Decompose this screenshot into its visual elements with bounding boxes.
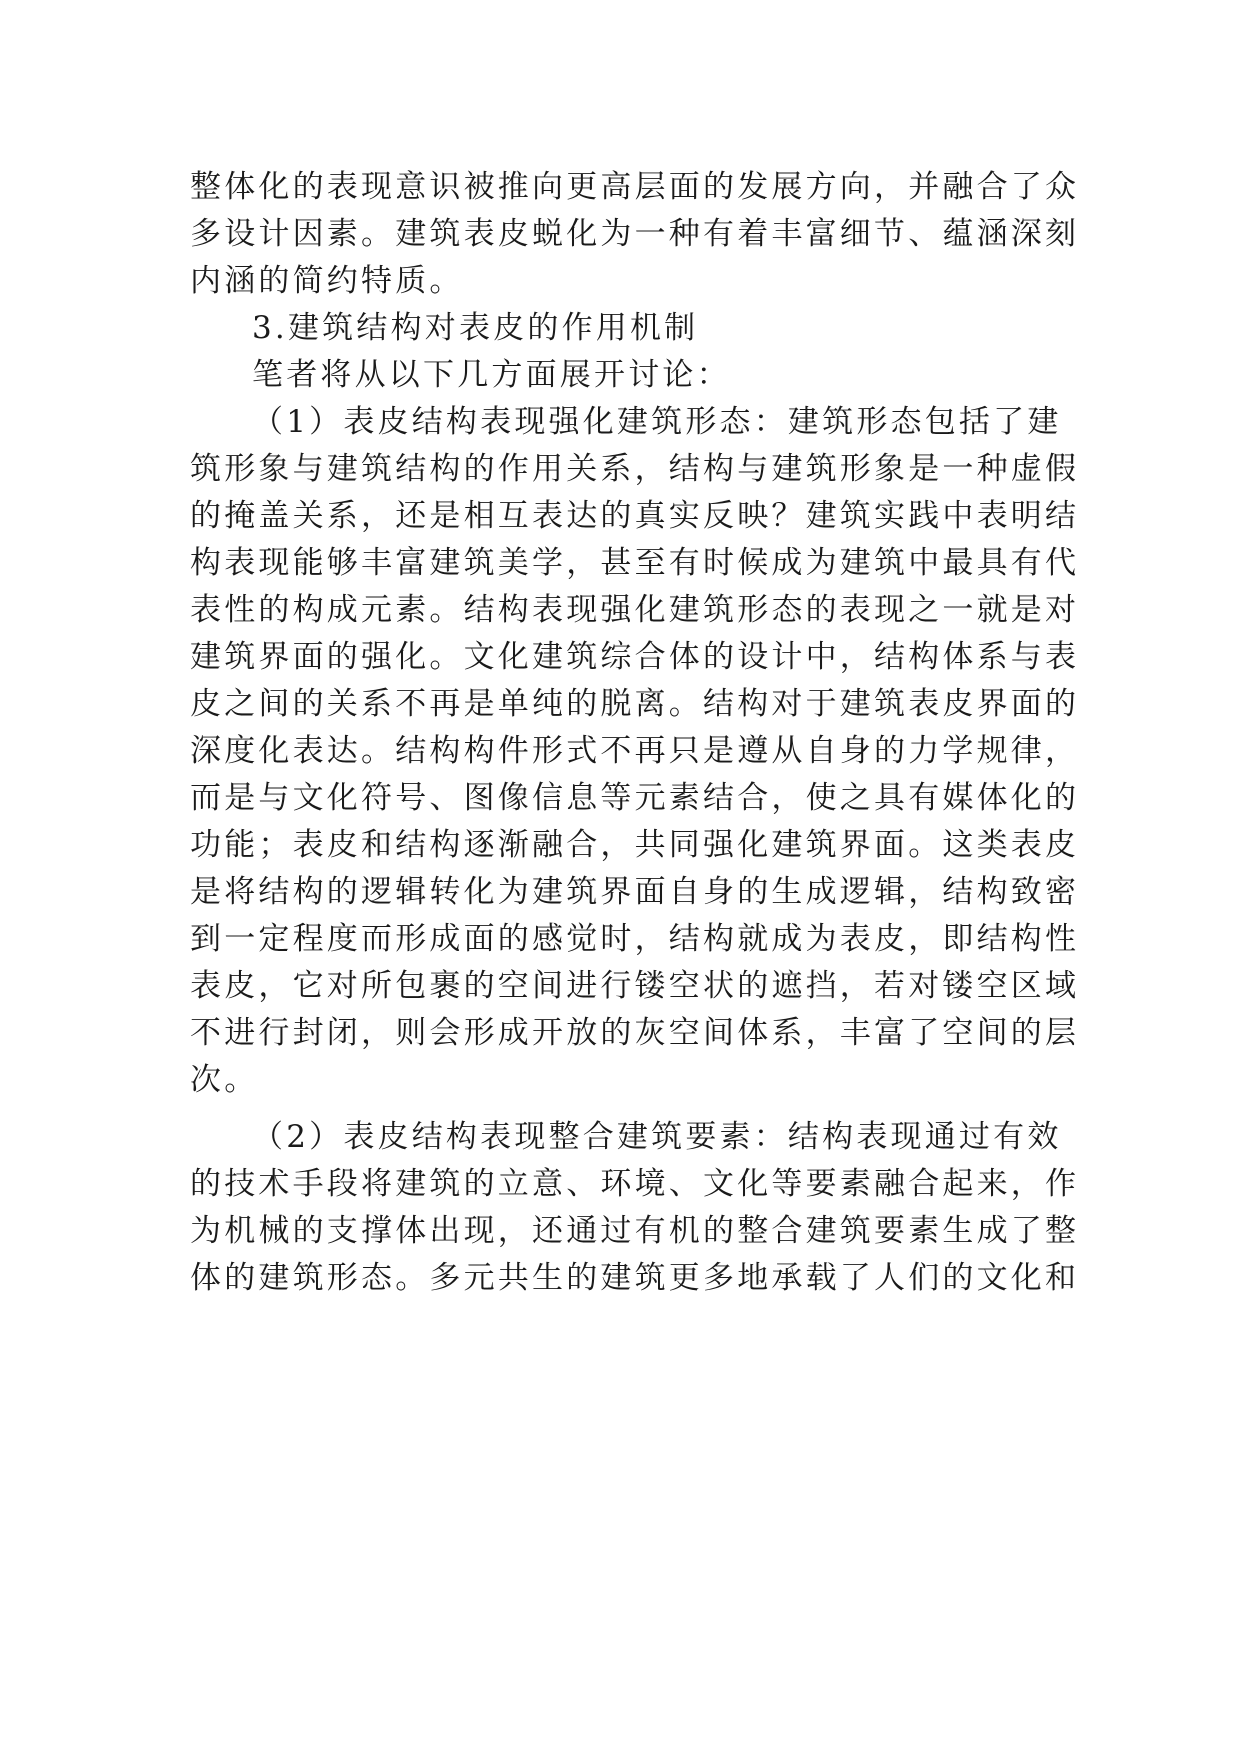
section-heading-text: 3.建筑结构对表皮的作用机制	[252, 310, 699, 346]
text-line: 次。	[190, 1062, 259, 1098]
section-heading	[190, 305, 1052, 352]
text-line: 而是与文化符号、图像信息等元素结合，使之具有媒体化的	[190, 780, 1080, 816]
text-line: 皮之间的关系不再是单纯的脱离。结构对于建筑表皮界面的	[190, 686, 1080, 722]
text-line: 到一定程度而形成面的感觉时，结构就成为表皮，即结构性	[190, 921, 1080, 957]
paragraph-point-1	[190, 399, 1080, 1104]
text-line: 为机械的支撑体出现，还通过有机的整合建筑要素生成了整	[190, 1213, 1080, 1249]
text-line: （1）表皮结构表现强化建筑形态：建筑形态包括了建	[252, 404, 1062, 440]
paragraph-discussion-intro	[190, 352, 1052, 399]
text-line: 体的建筑形态。多元共生的建筑更多地承载了人们的文化和	[190, 1260, 1080, 1296]
text-line: 是将结构的逻辑转化为建筑界面自身的生成逻辑，结构致密	[190, 874, 1080, 910]
paragraph-spacer	[190, 1104, 1052, 1114]
text-line: 不进行封闭，则会形成开放的灰空间体系，丰富了空间的层	[190, 1015, 1080, 1051]
text-line: 构表现能够丰富建筑美学，甚至有时候成为建筑中最具有代	[190, 545, 1080, 581]
document-body	[190, 164, 1080, 1302]
paragraph-intro-continuation	[190, 164, 1080, 305]
text-line: 表性的构成元素。结构表现强化建筑形态的表现之一就是对	[190, 592, 1080, 628]
text-line: 内涵的简约特质。	[190, 263, 464, 299]
text-line: 整体化的表现意识被推向更高层面的发展方向，并融合了众	[190, 169, 1080, 205]
text-line: 多设计因素。建筑表皮蜕化为一种有着丰富细节、蕴涵深刻	[190, 216, 1080, 252]
text-line: 功能；表皮和结构逐渐融合，共同强化建筑界面。这类表皮	[190, 827, 1080, 863]
text-line: 建筑界面的强化。文化建筑综合体的设计中，结构体系与表	[190, 639, 1080, 675]
text-line: 笔者将从以下几方面展开讨论：	[252, 357, 731, 393]
text-line: 深度化表达。结构构件形式不再只是遵从自身的力学规律，	[190, 733, 1080, 769]
text-line: 的技术手段将建筑的立意、环境、文化等要素融合起来，作	[190, 1166, 1080, 1202]
paragraph-point-2	[190, 1114, 1080, 1302]
text-line: 的掩盖关系，还是相互表达的真实反映？建筑实践中表明结	[190, 498, 1080, 534]
text-line: 表皮，它对所包裹的空间进行镂空状的遮挡，若对镂空区域	[190, 968, 1080, 1004]
text-line: 筑形象与建筑结构的作用关系，结构与建筑形象是一种虚假	[190, 451, 1080, 487]
text-line: （2）表皮结构表现整合建筑要素：结构表现通过有效	[252, 1119, 1062, 1155]
